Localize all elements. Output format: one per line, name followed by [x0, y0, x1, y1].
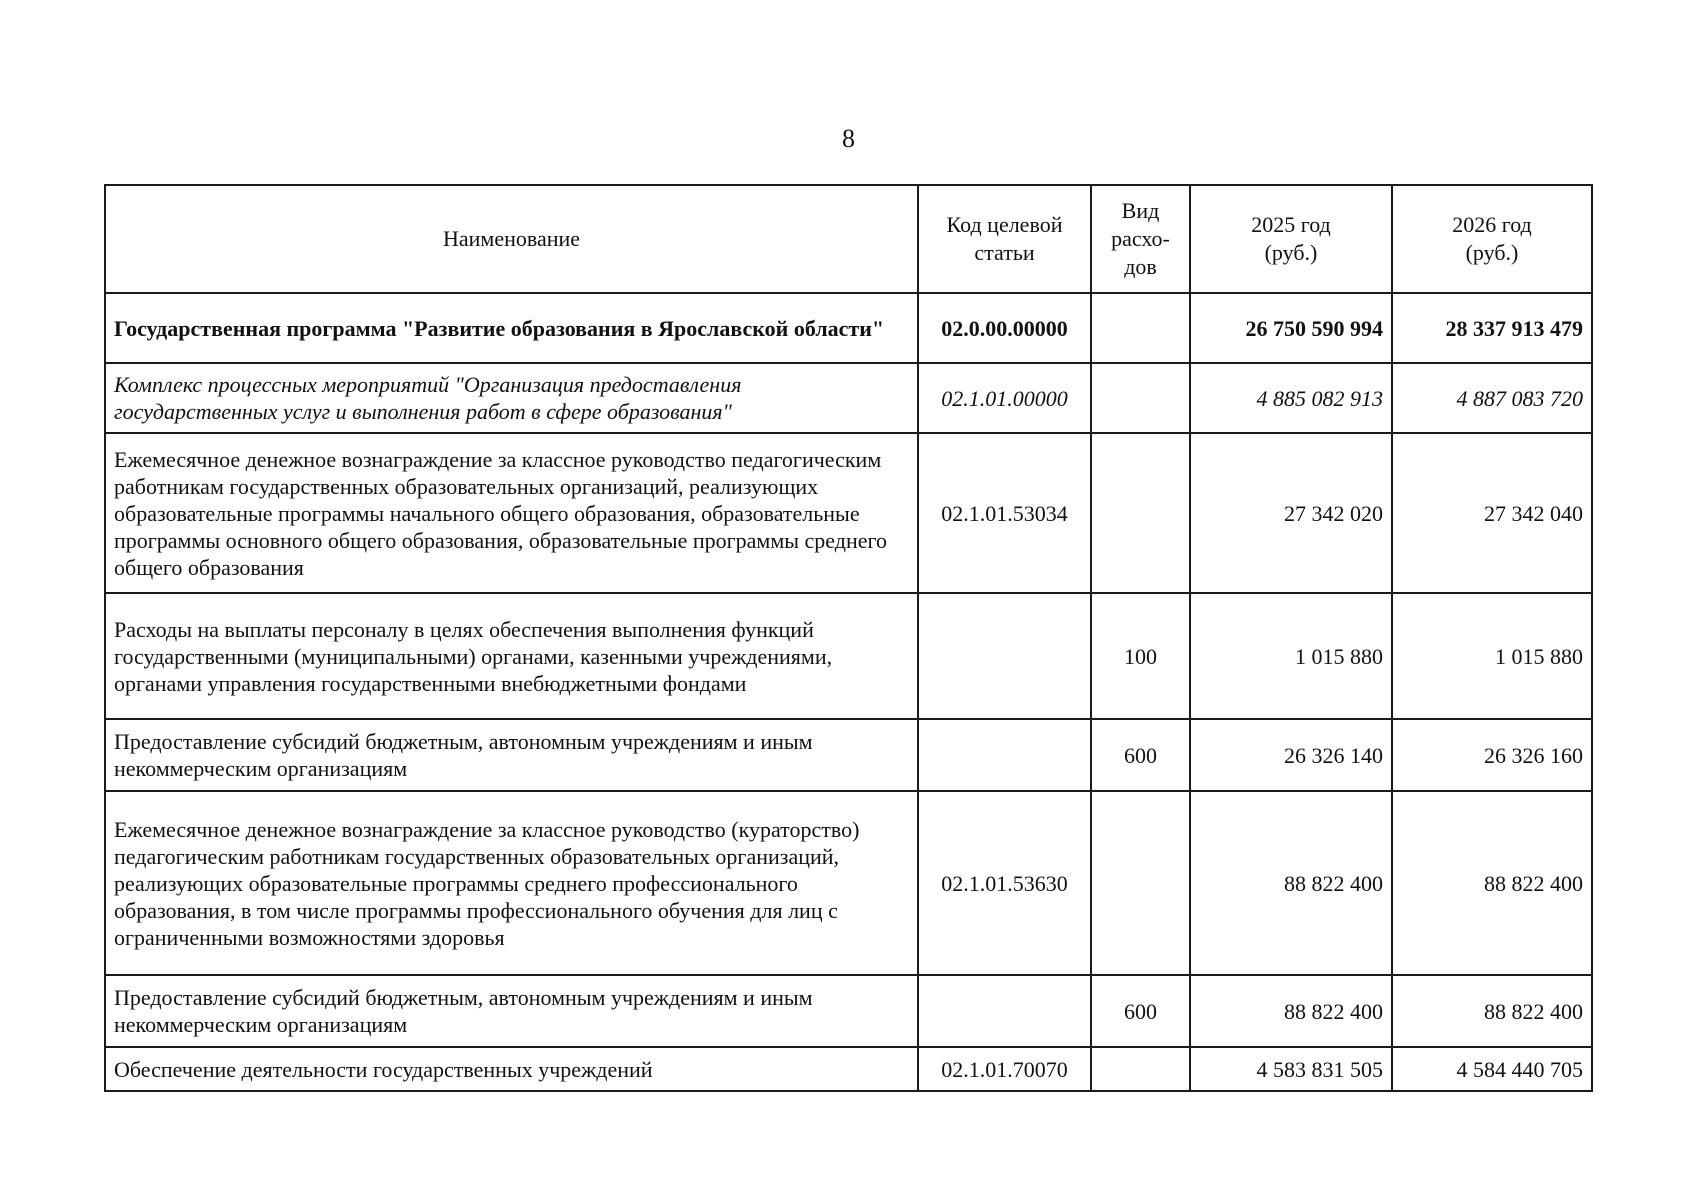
row-amount-2025: 88 822 400	[1190, 791, 1392, 975]
row-vid: 600	[1091, 719, 1190, 791]
header-year-2026: 2026 год (руб.)	[1392, 185, 1592, 293]
table-row	[105, 1047, 1592, 1091]
table-row	[105, 293, 1592, 363]
row-amount-2025: 26 326 140	[1190, 719, 1392, 791]
row-amount-2026: 4 887 083 720	[1392, 363, 1592, 433]
row-code: 02.1.01.53630	[918, 791, 1091, 975]
row-name: Ежемесячное денежное вознаграждение за классное руководство педагогическим работникам государственных образовательных организаций, реализующих образовательные программы начального общего образования, образовательные программы основного общего образования, образовательные программы среднего общего образования	[105, 433, 918, 593]
row-name: Государственная программа "Развитие образования в Ярославской области"	[105, 293, 918, 363]
row-amount-2026: 26 326 160	[1392, 719, 1592, 791]
table-row	[105, 975, 1592, 1047]
budget-table	[104, 184, 1593, 1092]
row-code	[918, 593, 1091, 719]
header-name: Наименование	[105, 185, 918, 293]
row-name: Предоставление субсидий бюджетным, автономным учреждениям и иным некоммерческим организациям	[105, 975, 918, 1047]
row-code: 02.1.01.70070	[918, 1047, 1091, 1091]
row-vid	[1091, 791, 1190, 975]
row-code	[918, 719, 1091, 791]
row-amount-2025: 88 822 400	[1190, 975, 1392, 1047]
row-code: 02.1.01.00000	[918, 363, 1091, 433]
table-header-row	[105, 185, 1592, 293]
row-name: Обеспечение деятельности государственных учреждений	[105, 1047, 918, 1091]
header-code: Код целевой статьи	[918, 185, 1091, 293]
header-vid: Вид расхо-дов	[1091, 185, 1190, 293]
table-row	[105, 593, 1592, 719]
row-name: Ежемесячное денежное вознаграждение за классное руководство (кураторство) педагогическим работникам государственных образовательных организаций, реализующих образовательные программы среднего профессионального образования, в том числе программы профессионального обучения для лиц с ограниченными возможностями здоровья	[105, 791, 918, 975]
row-vid: 100	[1091, 593, 1190, 719]
row-amount-2026: 1 015 880	[1392, 593, 1592, 719]
header-year-2025: 2025 год (руб.)	[1190, 185, 1392, 293]
row-amount-2025: 27 342 020	[1190, 433, 1392, 593]
table-row	[105, 433, 1592, 593]
row-amount-2025: 4 885 082 913	[1190, 363, 1392, 433]
row-name: Предоставление субсидий бюджетным, автономным учреждениям и иным некоммерческим организациям	[105, 719, 918, 791]
row-amount-2026: 88 822 400	[1392, 791, 1592, 975]
page-number: 8	[842, 124, 855, 153]
row-amount-2026: 27 342 040	[1392, 433, 1592, 593]
table-row	[105, 791, 1592, 975]
row-amount-2025: 1 015 880	[1190, 593, 1392, 719]
row-amount-2025: 26 750 590 994	[1190, 293, 1392, 363]
row-name: Расходы на выплаты персоналу в целях обеспечения выполнения функций государственными (муниципальными) органами, казенными учреждениями, органами управления государственными внебюджетными фондами	[105, 593, 918, 719]
row-code: 02.0.00.00000	[918, 293, 1091, 363]
table-row	[105, 363, 1592, 433]
row-vid	[1091, 363, 1190, 433]
row-amount-2026: 4 584 440 705	[1392, 1047, 1592, 1091]
row-vid	[1091, 293, 1190, 363]
row-amount-2026: 28 337 913 479	[1392, 293, 1592, 363]
row-amount-2026: 88 822 400	[1392, 975, 1592, 1047]
row-amount-2025: 4 583 831 505	[1190, 1047, 1392, 1091]
table-row	[105, 719, 1592, 791]
row-name: Комплекс процессных мероприятий "Организация предоставления государственных услуг и выполнения работ в сфере образования"	[105, 363, 918, 433]
row-vid	[1091, 1047, 1190, 1091]
row-code: 02.1.01.53034	[918, 433, 1091, 593]
row-code	[918, 975, 1091, 1047]
row-vid	[1091, 433, 1190, 593]
row-vid: 600	[1091, 975, 1190, 1047]
